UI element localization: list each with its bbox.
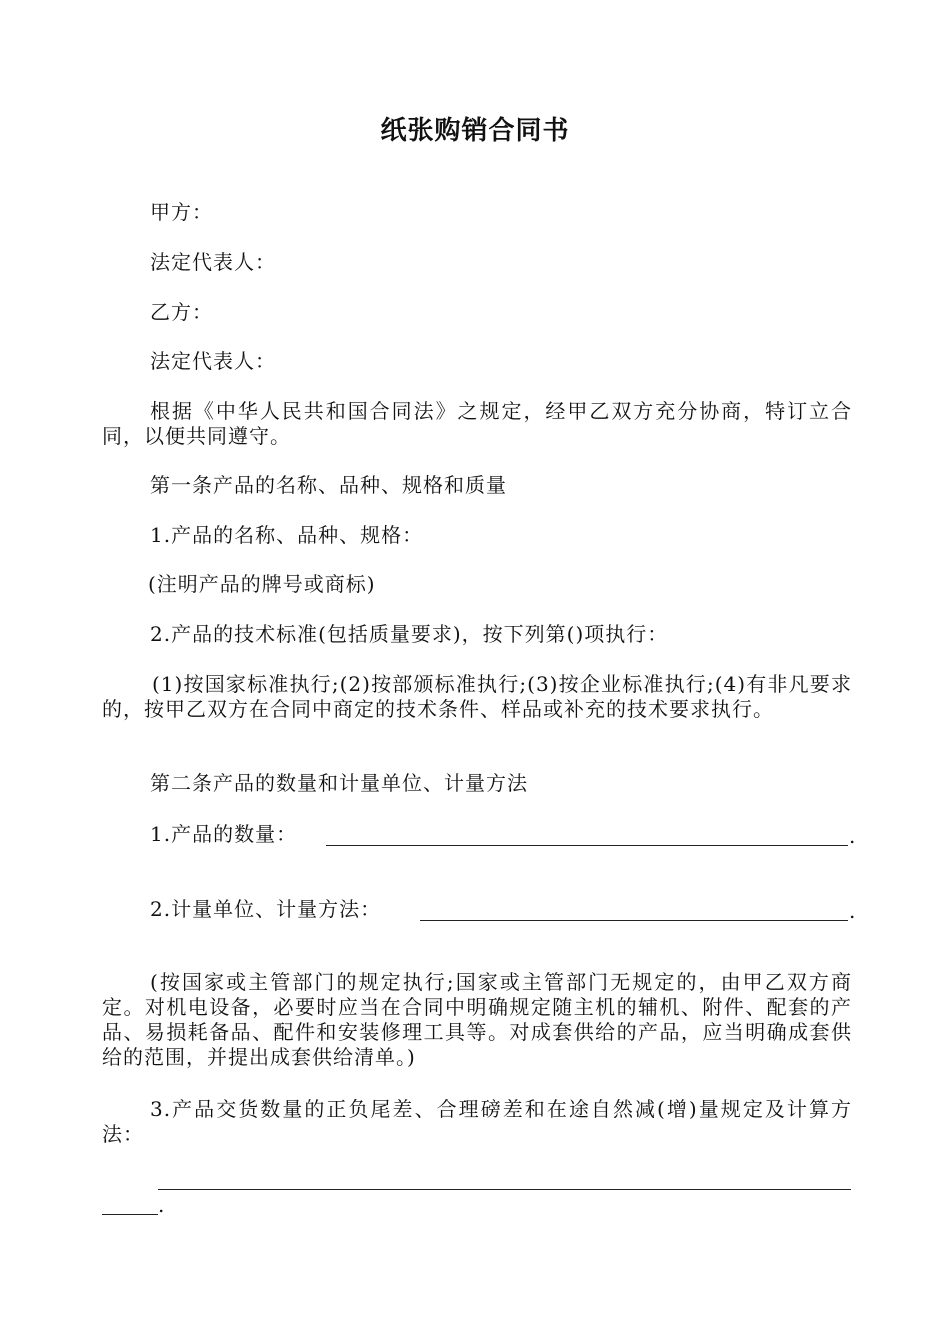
unit-method-period: . bbox=[849, 899, 856, 923]
unit-method-label: 2.计量单位、计量方法： bbox=[150, 897, 382, 921]
quantity-blank-line bbox=[326, 845, 848, 846]
article-1-item-1-note: (注明产品的牌号或商标) bbox=[148, 572, 376, 596]
party-b-line: 乙方： bbox=[150, 300, 213, 324]
article-1-item-1: 1.产品的名称、品种、规格： bbox=[150, 523, 424, 547]
quantity-period: . bbox=[849, 824, 856, 848]
article-1-item-2-options: (1)按国家标准执行;(2)按部颁标准执行;(3)按企业标准执行;(4)有非凡要求的，按甲乙双方在合同中商定的技术条件、样品或补充的技术要求执行。 bbox=[102, 672, 852, 721]
article-1-heading: 第一条产品的名称、品种、规格和质量 bbox=[150, 473, 507, 497]
document-title: 纸张购销合同书 bbox=[380, 116, 570, 146]
article-2-note-paragraph: (按国家或主管部门的规定执行;国家或主管部门无规定的，由甲乙双方商定。对机电设备，必要时应当在合同中明确规定随主机的辅机、附件、配套的产品、易损耗备品、配件和安装修理工具等。对成套供给的产品，应当明确成套供给的范围，并提出成套供给清单。) bbox=[102, 970, 852, 1069]
quantity-label: 1.产品的数量： bbox=[150, 822, 298, 846]
unit-method-blank-line bbox=[420, 920, 848, 921]
party-a-representative-line: 法定代表人： bbox=[150, 250, 276, 274]
article-2-item-3: 3.产品交货数量的正负尾差、合理磅差和在途自然减(增)量规定及计算方法： bbox=[102, 1097, 852, 1146]
tolerance-period: . bbox=[158, 1193, 165, 1217]
article-2-heading: 第二条产品的数量和计量单位、计量方法 bbox=[150, 771, 528, 795]
contract-intro-paragraph: 根据《中华人民共和国合同法》之规定，经甲乙双方充分协商，特订立合同，以便共同遵守。 bbox=[102, 399, 852, 448]
party-b-representative-line: 法定代表人： bbox=[150, 349, 276, 373]
tolerance-blank-line-2 bbox=[102, 1214, 158, 1215]
article-1-item-2: 2.产品的技术标准(包括质量要求)，按下列第()项执行： bbox=[150, 622, 669, 646]
tolerance-blank-line-1 bbox=[158, 1189, 851, 1190]
party-a-line: 甲方： bbox=[150, 200, 213, 224]
